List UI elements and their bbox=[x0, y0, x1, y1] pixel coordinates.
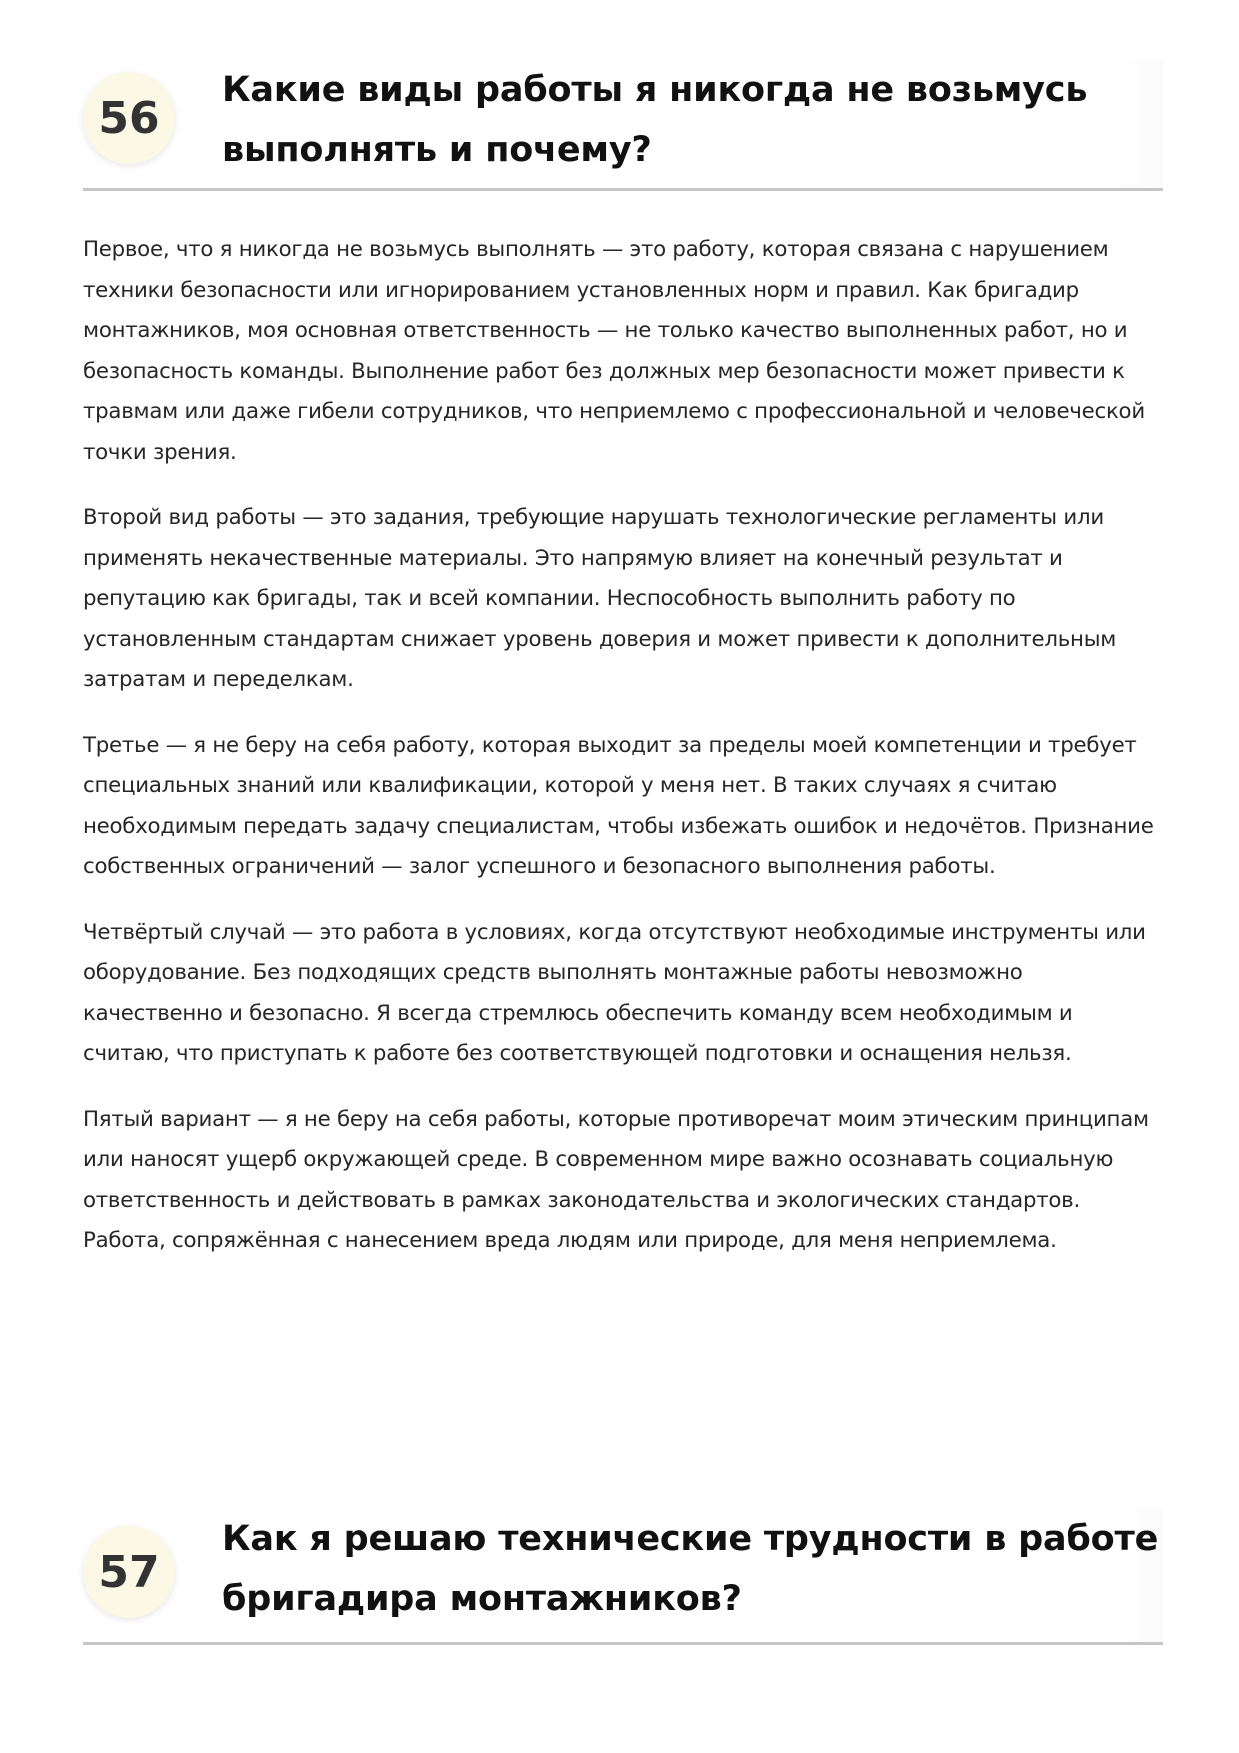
question-56-header bbox=[83, 60, 1163, 191]
question-57-header bbox=[83, 1509, 1163, 1645]
answer-paragraph: Первое, что я никогда не возьмусь выполнять — это работу, которая связана с нарушением техники безопасности или игнорированием установленных норм и правил. Как бригадир монтажников, моя основная ответственность — не только качество выполненных работ, но и безопасность команды. Выполнение работ без должных мер безопасности может привести к травмам или даже гибели сотрудников, что неприемлемо с профессиональной и человеческой точки зрения. bbox=[83, 237, 1145, 465]
answer-56-body bbox=[83, 230, 1163, 1287]
answer-paragraph: Четвёртый случай — это работа в условиях, когда отсутствуют необходимые инструменты или оборудование. Без подходящих средств выполнять монтажные работы невозможно качественно и безопасно. Я всегда стремлюсь обеспечить команду всем необходимым и считаю, что приступать к работе без соответствующей подготовки и оснащения нельзя. bbox=[83, 919, 1146, 1066]
answer-paragraph: Третье — я не беру на себя работу, которая выходит за пределы моей компетенции и требует специальных знаний или квалификации, которой у меня нет. В таких случаях я считаю необходимым передать задачу специалистам, чтобы избежать ошибок и недочётов. Признание собственных ограничений — залог успешного и безопасного выполнения работы. bbox=[83, 732, 1154, 879]
question-number-badge: 56 bbox=[83, 72, 175, 164]
answer-paragraph: Второй вид работы — это задания, требующие нарушать технологические регламенты или применять некачественные материалы. Это напрямую влияет на конечный результат и репутацию как бригады, так и всей компании. Неспособность выполнить работу по установленным стандартам снижает уровень доверия и может привести к дополнительным затратам и переделкам. bbox=[83, 505, 1117, 692]
question-title: Какие виды работы я никогда не возьмусь выполнять и почему? bbox=[222, 70, 1088, 170]
question-title: Как я решаю технические трудности в работе бригадира монтажников? bbox=[222, 1519, 1159, 1619]
answer-paragraph: Пятый вариант — я не беру на себя работы, которые противоречат моим этическим принципам или наносят ущерб окружающей среде. В современном мире важно осознавать социальную ответственность и действовать в рамках законодательства и экологических стандартов. Работа, сопряжённая с нанесением вреда людям или природе, для меня неприемлема. bbox=[83, 1106, 1149, 1253]
question-number-badge: 57 bbox=[83, 1526, 175, 1618]
